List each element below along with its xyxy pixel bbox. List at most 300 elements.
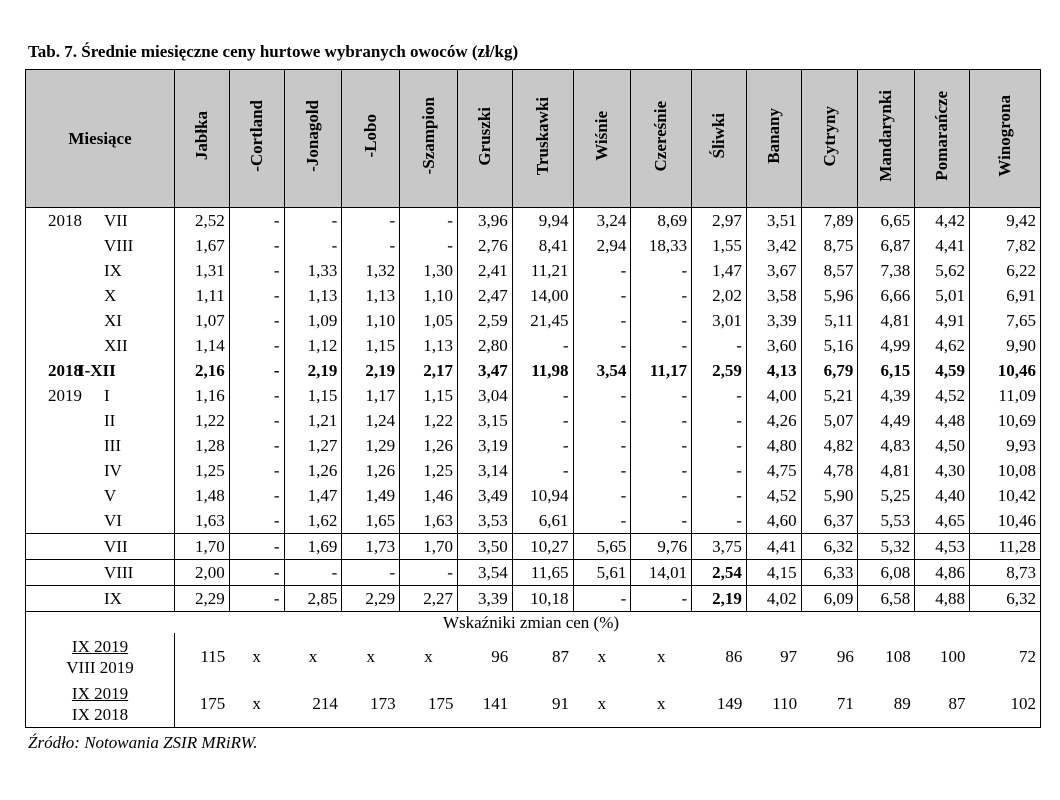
price-cell: 6,91 xyxy=(969,283,1040,308)
price-cell: - xyxy=(692,433,747,458)
price-cell: 1,14 xyxy=(175,333,230,358)
table-row xyxy=(26,383,1041,408)
index-cell: 96 xyxy=(836,646,854,666)
price-cell: - xyxy=(573,433,631,458)
price-cell: 2,41 xyxy=(457,258,512,283)
price-cell: 1,24 xyxy=(342,408,400,433)
price-cell: 4,78 xyxy=(801,458,858,483)
price-cell: 1,15 xyxy=(400,383,458,408)
price-cell: 1,22 xyxy=(175,408,230,433)
price-cell: - xyxy=(400,208,458,234)
table-row xyxy=(26,283,1041,308)
table-row xyxy=(26,483,1041,508)
price-cell: 9,90 xyxy=(969,333,1040,358)
index-cell: 102 xyxy=(969,680,1040,728)
price-cell: 1,47 xyxy=(692,258,747,283)
price-cell: 2,19 xyxy=(284,358,342,383)
row-year: 2018 xyxy=(48,210,82,230)
price-cell: 4,62 xyxy=(915,333,970,358)
month-cell xyxy=(26,333,175,358)
price-cell: - xyxy=(512,458,573,483)
price-cell: - xyxy=(573,258,631,283)
price-cell: 6,33 xyxy=(801,560,858,586)
index-cell: 96 xyxy=(491,646,509,666)
price-cell: 1,67 xyxy=(175,233,230,258)
index-cell: x xyxy=(631,680,692,728)
price-cell: 4,40 xyxy=(915,483,970,508)
row-month: VIII xyxy=(104,562,134,582)
column-header xyxy=(631,70,692,208)
row-year: 2018 xyxy=(48,360,82,380)
index-cell: 87 xyxy=(552,646,570,666)
table-title: Tab. 7. Średnie miesięczne ceny hurtowe wybranych owoców (zł/kg) xyxy=(28,42,519,61)
index-cell: 100 xyxy=(939,646,966,666)
price-cell: - xyxy=(229,283,284,308)
row-month: IV xyxy=(104,460,122,480)
price-cell: 11,21 xyxy=(512,258,573,283)
price-cell: - xyxy=(284,208,342,234)
price-table xyxy=(25,69,1041,728)
price-cell: 4,75 xyxy=(746,458,801,483)
column-header-label: Truskawki xyxy=(532,96,552,176)
index-row xyxy=(26,633,1041,680)
month-cell xyxy=(26,383,175,408)
price-cell: 6,32 xyxy=(969,586,1040,612)
source-note: Źródło: Notowania ZSIR MRiRW. xyxy=(28,733,258,752)
price-cell: - xyxy=(284,560,342,586)
price-cell: - xyxy=(631,433,692,458)
index-cell: 97 xyxy=(780,646,798,666)
index-cell: x xyxy=(573,680,631,728)
index-cell: 87 xyxy=(915,680,970,728)
price-cell: 2,94 xyxy=(573,233,631,258)
price-cell: - xyxy=(400,233,458,258)
price-cell: - xyxy=(692,483,747,508)
column-header-label: -Szampion xyxy=(418,97,438,175)
index-numerator: IX 2019 xyxy=(71,636,129,656)
price-cell: 1,26 xyxy=(400,433,458,458)
price-cell: - xyxy=(229,586,284,612)
month-cell xyxy=(26,433,175,458)
column-header xyxy=(573,70,631,208)
row-month: VII xyxy=(104,210,128,230)
price-cell: 2,76 xyxy=(457,233,512,258)
price-cell: 2,29 xyxy=(175,586,230,612)
price-cell: 6,79 xyxy=(801,358,858,383)
price-cell: 4,52 xyxy=(746,483,801,508)
price-cell: - xyxy=(229,308,284,333)
price-cell: 1,05 xyxy=(400,308,458,333)
column-header-label: -Cortland xyxy=(246,100,266,172)
price-cell: 3,67 xyxy=(746,258,801,283)
index-denominator: IX 2018 xyxy=(71,704,129,724)
index-cell: x xyxy=(424,646,433,666)
price-cell: 21,45 xyxy=(512,308,573,333)
price-cell: 2,97 xyxy=(692,208,747,234)
index-cell: 214 xyxy=(284,680,342,728)
index-cell: x xyxy=(597,646,607,666)
price-cell: 9,76 xyxy=(631,534,692,560)
price-cell: 1,28 xyxy=(175,433,230,458)
price-cell: 14,00 xyxy=(512,283,573,308)
price-cell: - xyxy=(692,383,747,408)
price-cell: - xyxy=(229,483,284,508)
table-row xyxy=(26,508,1041,534)
price-cell: 2,27 xyxy=(400,586,458,612)
price-cell: 1,15 xyxy=(284,383,342,408)
price-cell: 1,12 xyxy=(284,333,342,358)
column-header xyxy=(692,70,747,208)
price-cell: - xyxy=(229,233,284,258)
row-month: X xyxy=(104,285,117,305)
price-cell: 5,96 xyxy=(801,283,858,308)
price-cell: 1,10 xyxy=(400,283,458,308)
price-cell: 1,15 xyxy=(342,333,400,358)
month-cell xyxy=(26,534,175,560)
row-month: XI xyxy=(104,310,122,330)
price-cell: 2,02 xyxy=(692,283,747,308)
month-cell xyxy=(26,586,175,612)
price-cell: - xyxy=(229,560,284,586)
price-cell: 4,15 xyxy=(746,560,801,586)
table-row xyxy=(26,534,1041,560)
index-cell: 141 xyxy=(457,680,512,728)
price-cell: 3,24 xyxy=(573,208,631,234)
price-cell: 11,17 xyxy=(631,358,692,383)
price-cell: 6,58 xyxy=(858,586,915,612)
price-cell: 4,86 xyxy=(915,560,970,586)
column-header-label: Jabłka xyxy=(191,111,211,161)
price-cell: - xyxy=(573,586,631,612)
column-header xyxy=(457,70,512,208)
price-cell: 1,16 xyxy=(175,383,230,408)
price-cell: - xyxy=(573,308,631,333)
month-cell xyxy=(26,283,175,308)
price-cell: 3,39 xyxy=(746,308,801,333)
price-cell: 5,16 xyxy=(801,333,858,358)
price-cell: - xyxy=(229,208,284,234)
price-cell: 7,82 xyxy=(969,233,1040,258)
price-cell: 9,93 xyxy=(969,433,1040,458)
price-cell: 1,11 xyxy=(175,283,230,308)
price-cell: 6,22 xyxy=(969,258,1040,283)
price-cell: - xyxy=(631,483,692,508)
price-cell: 1,22 xyxy=(400,408,458,433)
price-cell: 5,53 xyxy=(858,508,915,534)
price-cell: 1,32 xyxy=(342,258,400,283)
price-cell: 4,88 xyxy=(915,586,970,612)
index-cell: 108 xyxy=(885,646,911,666)
price-cell: - xyxy=(692,458,747,483)
column-header-label: Pomarańcze xyxy=(932,91,952,181)
table-row xyxy=(26,433,1041,458)
price-cell: 14,01 xyxy=(631,560,692,586)
table-row xyxy=(26,560,1041,586)
price-cell: 1,21 xyxy=(284,408,342,433)
price-cell: 3,75 xyxy=(692,534,747,560)
price-cell: 11,09 xyxy=(969,383,1040,408)
column-header-label: Winogrona xyxy=(994,95,1014,177)
price-cell: 1,48 xyxy=(175,483,230,508)
price-cell: 9,94 xyxy=(512,208,573,234)
price-cell: 8,69 xyxy=(631,208,692,234)
table-row xyxy=(26,308,1041,333)
price-cell: - xyxy=(512,333,573,358)
price-cell: 8,57 xyxy=(801,258,858,283)
index-cell: x xyxy=(656,646,666,666)
price-cell: 2,19 xyxy=(692,586,747,612)
price-cell: 3,47 xyxy=(457,358,512,383)
price-cell: 2,54 xyxy=(692,560,747,586)
price-cell: 5,62 xyxy=(915,258,970,283)
row-month: VIII xyxy=(104,235,134,255)
price-cell: 3,50 xyxy=(457,534,512,560)
price-cell: 1,27 xyxy=(284,433,342,458)
column-header xyxy=(512,70,573,208)
price-cell: 10,46 xyxy=(969,508,1040,534)
price-cell: 3,51 xyxy=(746,208,801,234)
price-cell: - xyxy=(692,408,747,433)
price-cell: 4,91 xyxy=(915,308,970,333)
price-cell: 1,13 xyxy=(342,283,400,308)
price-cell: 4,81 xyxy=(858,458,915,483)
price-cell: - xyxy=(573,508,631,534)
price-cell: - xyxy=(284,233,342,258)
price-cell: - xyxy=(229,408,284,433)
price-cell: 1,73 xyxy=(342,534,400,560)
column-header xyxy=(175,70,230,208)
index-cell: x xyxy=(366,646,375,666)
column-header-label: Śliwki xyxy=(709,113,729,159)
price-cell: 4,30 xyxy=(915,458,970,483)
price-cell: 2,85 xyxy=(284,586,342,612)
price-cell: - xyxy=(631,508,692,534)
price-cell: 3,96 xyxy=(457,208,512,234)
price-cell: 2,00 xyxy=(175,560,230,586)
table-row xyxy=(26,586,1041,612)
price-cell: 5,21 xyxy=(801,383,858,408)
price-cell: 1,26 xyxy=(284,458,342,483)
month-cell xyxy=(26,458,175,483)
price-cell: 2,52 xyxy=(175,208,230,234)
price-cell: 4,81 xyxy=(858,308,915,333)
price-cell: 2,59 xyxy=(692,358,747,383)
price-cell: 4,52 xyxy=(915,383,970,408)
month-cell xyxy=(26,508,175,534)
row-month: V xyxy=(104,485,117,505)
price-cell: 4,53 xyxy=(915,534,970,560)
price-cell: 1,13 xyxy=(284,283,342,308)
price-cell: 5,25 xyxy=(858,483,915,508)
price-cell: - xyxy=(229,333,284,358)
price-cell: - xyxy=(573,333,631,358)
price-cell: 1,33 xyxy=(284,258,342,283)
price-cell: - xyxy=(229,433,284,458)
table-row xyxy=(26,233,1041,258)
price-cell: 6,32 xyxy=(801,534,858,560)
column-header xyxy=(915,70,970,208)
row-year: 2019 xyxy=(48,385,82,405)
column-header-label: Cytryny xyxy=(819,105,839,167)
column-header xyxy=(969,70,1040,208)
price-cell: 5,61 xyxy=(573,560,631,586)
table-row xyxy=(26,358,1041,383)
table-row xyxy=(26,258,1041,283)
price-cell: 4,65 xyxy=(915,508,970,534)
month-cell xyxy=(26,483,175,508)
price-cell: 6,61 xyxy=(512,508,573,534)
price-cell: - xyxy=(631,383,692,408)
price-cell: 9,42 xyxy=(969,208,1040,234)
price-cell: 11,28 xyxy=(969,534,1040,560)
column-header-label: Czereśnie xyxy=(651,100,671,172)
price-cell: 3,01 xyxy=(692,308,747,333)
index-cell: x xyxy=(252,646,261,666)
price-cell: 4,13 xyxy=(746,358,801,383)
price-cell: 4,02 xyxy=(746,586,801,612)
price-cell: 2,29 xyxy=(342,586,400,612)
column-header-label: Mandarynki xyxy=(876,90,896,182)
price-cell: 8,75 xyxy=(801,233,858,258)
price-cell: 1,62 xyxy=(284,508,342,534)
price-cell: - xyxy=(573,283,631,308)
column-header xyxy=(746,70,801,208)
price-cell: - xyxy=(573,458,631,483)
price-cell: 4,80 xyxy=(746,433,801,458)
price-cell: 6,09 xyxy=(801,586,858,612)
month-cell xyxy=(26,560,175,586)
row-month: IX xyxy=(104,588,122,608)
price-cell: - xyxy=(512,383,573,408)
price-cell: - xyxy=(342,560,400,586)
row-month: II xyxy=(104,410,116,430)
price-cell: 4,99 xyxy=(858,333,915,358)
price-cell: 6,65 xyxy=(858,208,915,234)
price-cell: 5,65 xyxy=(573,534,631,560)
price-cell: - xyxy=(631,283,692,308)
price-cell: 8,41 xyxy=(512,233,573,258)
row-month: XII xyxy=(104,335,128,355)
price-cell: - xyxy=(573,383,631,408)
table-row xyxy=(26,458,1041,483)
price-cell: 6,15 xyxy=(858,358,915,383)
price-cell: 3,39 xyxy=(457,586,512,612)
index-label xyxy=(26,633,175,680)
price-cell: 1,13 xyxy=(400,333,458,358)
price-cell: 1,49 xyxy=(342,483,400,508)
column-header-label: Banany xyxy=(763,108,783,164)
column-header-label: Wiśnie xyxy=(591,111,611,161)
price-cell: 1,09 xyxy=(284,308,342,333)
price-cell: 1,63 xyxy=(175,508,230,534)
price-cell: 3,04 xyxy=(457,383,512,408)
price-cell: - xyxy=(631,258,692,283)
price-cell: 5,11 xyxy=(801,308,858,333)
index-cell: 86 xyxy=(725,646,743,666)
price-cell: 3,53 xyxy=(457,508,512,534)
indices-title: Wskaźniki zmian cen (%) xyxy=(26,612,1041,634)
price-cell: 1,25 xyxy=(175,458,230,483)
row-month: I-XII xyxy=(78,360,116,380)
price-cell: - xyxy=(229,383,284,408)
price-cell: 1,70 xyxy=(400,534,458,560)
price-cell: 1,07 xyxy=(175,308,230,333)
price-cell: - xyxy=(229,458,284,483)
price-cell: - xyxy=(229,508,284,534)
price-cell: - xyxy=(631,308,692,333)
index-cell: x xyxy=(308,646,318,666)
price-cell: 3,60 xyxy=(746,333,801,358)
column-header xyxy=(284,70,342,208)
table-row xyxy=(26,408,1041,433)
table-row xyxy=(26,208,1041,234)
price-cell: 6,08 xyxy=(858,560,915,586)
price-cell: 4,42 xyxy=(915,208,970,234)
price-cell: 10,94 xyxy=(512,483,573,508)
header-row xyxy=(26,70,1041,208)
price-cell: 5,07 xyxy=(801,408,858,433)
price-cell: 10,18 xyxy=(512,586,573,612)
price-cell: 2,19 xyxy=(342,358,400,383)
price-cell: 5,90 xyxy=(801,483,858,508)
price-cell: 4,50 xyxy=(915,433,970,458)
price-cell: 4,00 xyxy=(746,383,801,408)
column-header xyxy=(801,70,858,208)
price-cell: 1,47 xyxy=(284,483,342,508)
month-cell xyxy=(26,408,175,433)
month-cell xyxy=(26,208,175,234)
index-cell: 175 xyxy=(175,680,230,728)
row-month: VII xyxy=(104,536,128,556)
price-cell: 7,65 xyxy=(969,308,1040,333)
column-header xyxy=(400,70,458,208)
price-cell: 3,54 xyxy=(573,358,631,383)
price-cell: - xyxy=(229,358,284,383)
index-cell: x xyxy=(229,680,284,728)
price-cell: 4,39 xyxy=(858,383,915,408)
price-cell: 10,08 xyxy=(969,458,1040,483)
price-cell: 7,38 xyxy=(858,258,915,283)
index-numerator: IX 2019 xyxy=(71,683,129,703)
price-cell: 3,19 xyxy=(457,433,512,458)
row-month: III xyxy=(104,435,121,455)
price-cell: 6,87 xyxy=(858,233,915,258)
price-cell: - xyxy=(573,483,631,508)
index-cell: 175 xyxy=(400,680,458,728)
price-cell: 10,27 xyxy=(512,534,573,560)
price-cell: - xyxy=(400,560,458,586)
price-cell: 3,14 xyxy=(457,458,512,483)
month-cell xyxy=(26,233,175,258)
price-cell: 2,16 xyxy=(175,358,230,383)
header-months: Miesiące xyxy=(26,70,175,208)
index-cell: 71 xyxy=(801,680,858,728)
indices-title-row xyxy=(26,612,1041,634)
price-cell: 6,37 xyxy=(801,508,858,534)
price-cell: 1,63 xyxy=(400,508,458,534)
index-cell: 91 xyxy=(512,680,573,728)
price-cell: - xyxy=(342,208,400,234)
price-cell: 1,17 xyxy=(342,383,400,408)
index-cell: 72 xyxy=(969,633,1040,680)
price-cell: 4,26 xyxy=(746,408,801,433)
price-cell: 5,32 xyxy=(858,534,915,560)
price-cell: - xyxy=(692,333,747,358)
price-cell: 1,55 xyxy=(692,233,747,258)
price-cell: 11,65 xyxy=(512,560,573,586)
index-row xyxy=(26,680,1041,728)
price-cell: - xyxy=(631,458,692,483)
